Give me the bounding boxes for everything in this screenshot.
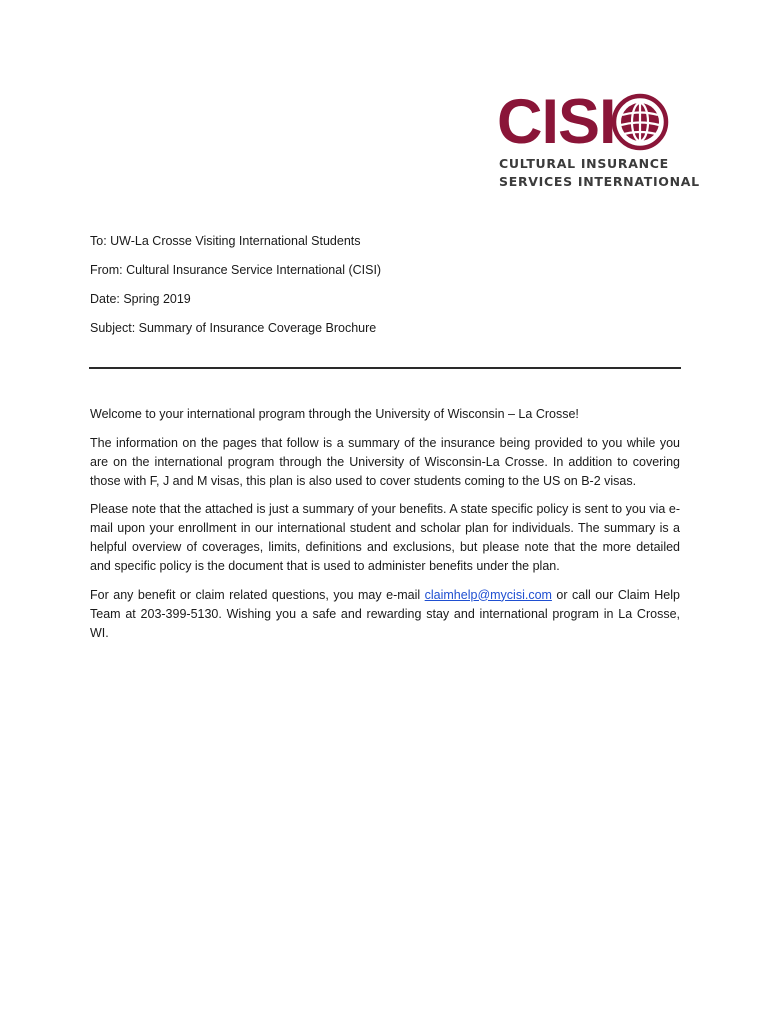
welcome-paragraph: Welcome to your international program through the University of Wisconsin – La Crosse! [90,407,579,421]
policy-note-paragraph: Please note that the attached is just a summary of your benefits. A state specific policy is sent to you via e-mail upon your enrollment in our international student and scholar plan for individuals. The summary is a helpful overview of coverages, limits, definitions and exclusions, but please note that the more detailed and specific policy is the document that is used to administer benefits under the plan. [90,502,680,573]
logo-wordmark: CISI [497,87,616,157]
logo-tagline-line2: SERVICES INTERNATIONAL [499,174,700,189]
contact-paragraph [90,586,680,643]
memo-date: Date: Spring 2019 [90,292,191,306]
globe-icon [611,93,669,151]
info-paragraph: The information on the pages that follow is a summary of the insurance being provided to you while you are on the international program through the University of Wisconsin-La Crosse. In addition to covering those with F, J and M visas, this plan is also used to cover students coming to the US on B-2 visas. [90,435,680,488]
memo-header [90,231,381,347]
memo-from: From: Cultural Insurance Service International (CISI) [90,263,382,277]
header-divider [89,367,681,369]
contact-text-after: or call our Claim Help Team at 203-399-5130. Wishing you a safe and rewarding stay and international program in La Crosse, WI. [90,587,680,640]
contact-text-before: For any benefit or claim related questions, you may e-mail [90,587,425,602]
cisi-logo [497,87,700,192]
letter-body [90,405,680,652]
memo-to: To: UW-La Crosse Visiting International Students [90,234,361,248]
logo-tagline-line1: CULTURAL INSURANCE [499,156,669,171]
claimhelp-email-link[interactable]: claimhelp@mycisi.com [424,587,552,602]
memo-subject: Subject: Summary of Insurance Coverage Brochure [90,321,377,335]
